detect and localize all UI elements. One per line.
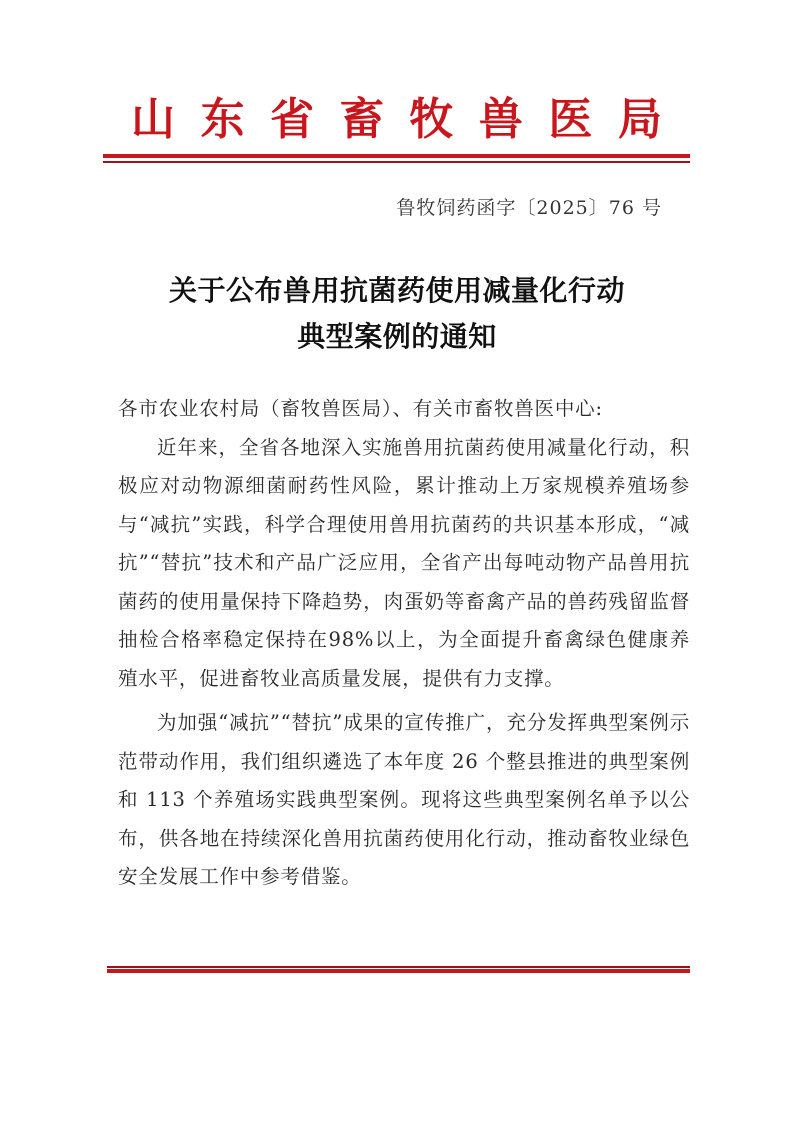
- masthead-char: 局: [617, 94, 662, 145]
- agency-masthead: [103, 92, 690, 148]
- header-divider-thick: [103, 154, 690, 158]
- salutation: 各市农业农村局（畜牧兽医局）、有关市畜牧兽医中心:: [118, 397, 603, 420]
- masthead-char: 医: [548, 94, 593, 145]
- paragraph: 为加强“减抗”“替抗”成果的宣传推广，充分发挥典型案例示范带动作用，我们组织遴选了本年度 26 个整县推进的典型案例和 113 个养殖场实践典型案例。现将这些典型案例名单予以公布，供各地在持续深化兽用抗菌药使用化行动，推动畜牧业绿色安全发展工作中参考借鉴。: [118, 711, 690, 888]
- masthead-char: 畜: [339, 94, 384, 145]
- document-title: [0, 268, 794, 360]
- masthead-char: 牧: [409, 94, 454, 145]
- masthead-char: 兽: [478, 94, 523, 145]
- header-divider-thin: [103, 161, 690, 163]
- footer-divider-thin: [107, 966, 690, 968]
- paragraph: 近年来，全省各地深入实施兽用抗菌药使用减量化行动，积极应对动物源细菌耐药性风险，累计推动上万家规模养殖场参与“减抗”实践，科学合理使用兽用抗菌药的共识基本形成，“减抗”“替抗”技术和产品广泛应用，全省产出每吨动物产品兽用抗菌药的使用量保持下降趋势，肉蛋奶等畜禽产品的兽药残留监督抽检合格率稳定保持在98%以上，为全面提升畜禽绿色健康养殖水平，促进畜牧业高质量发展，提供有力支撑。: [118, 435, 690, 690]
- document-body: [118, 390, 690, 897]
- title-line-1: 关于公布兽用抗菌药使用减量化行动: [168, 274, 625, 307]
- masthead-char: 山: [131, 94, 175, 145]
- masthead-char: 省: [270, 94, 315, 145]
- title-line-2: 典型案例的通知: [297, 320, 497, 353]
- document-number: 鲁牧饲药函字〔2025〕76 号: [396, 197, 662, 219]
- footer-divider-thick: [107, 969, 690, 973]
- masthead-char: 东: [200, 94, 245, 145]
